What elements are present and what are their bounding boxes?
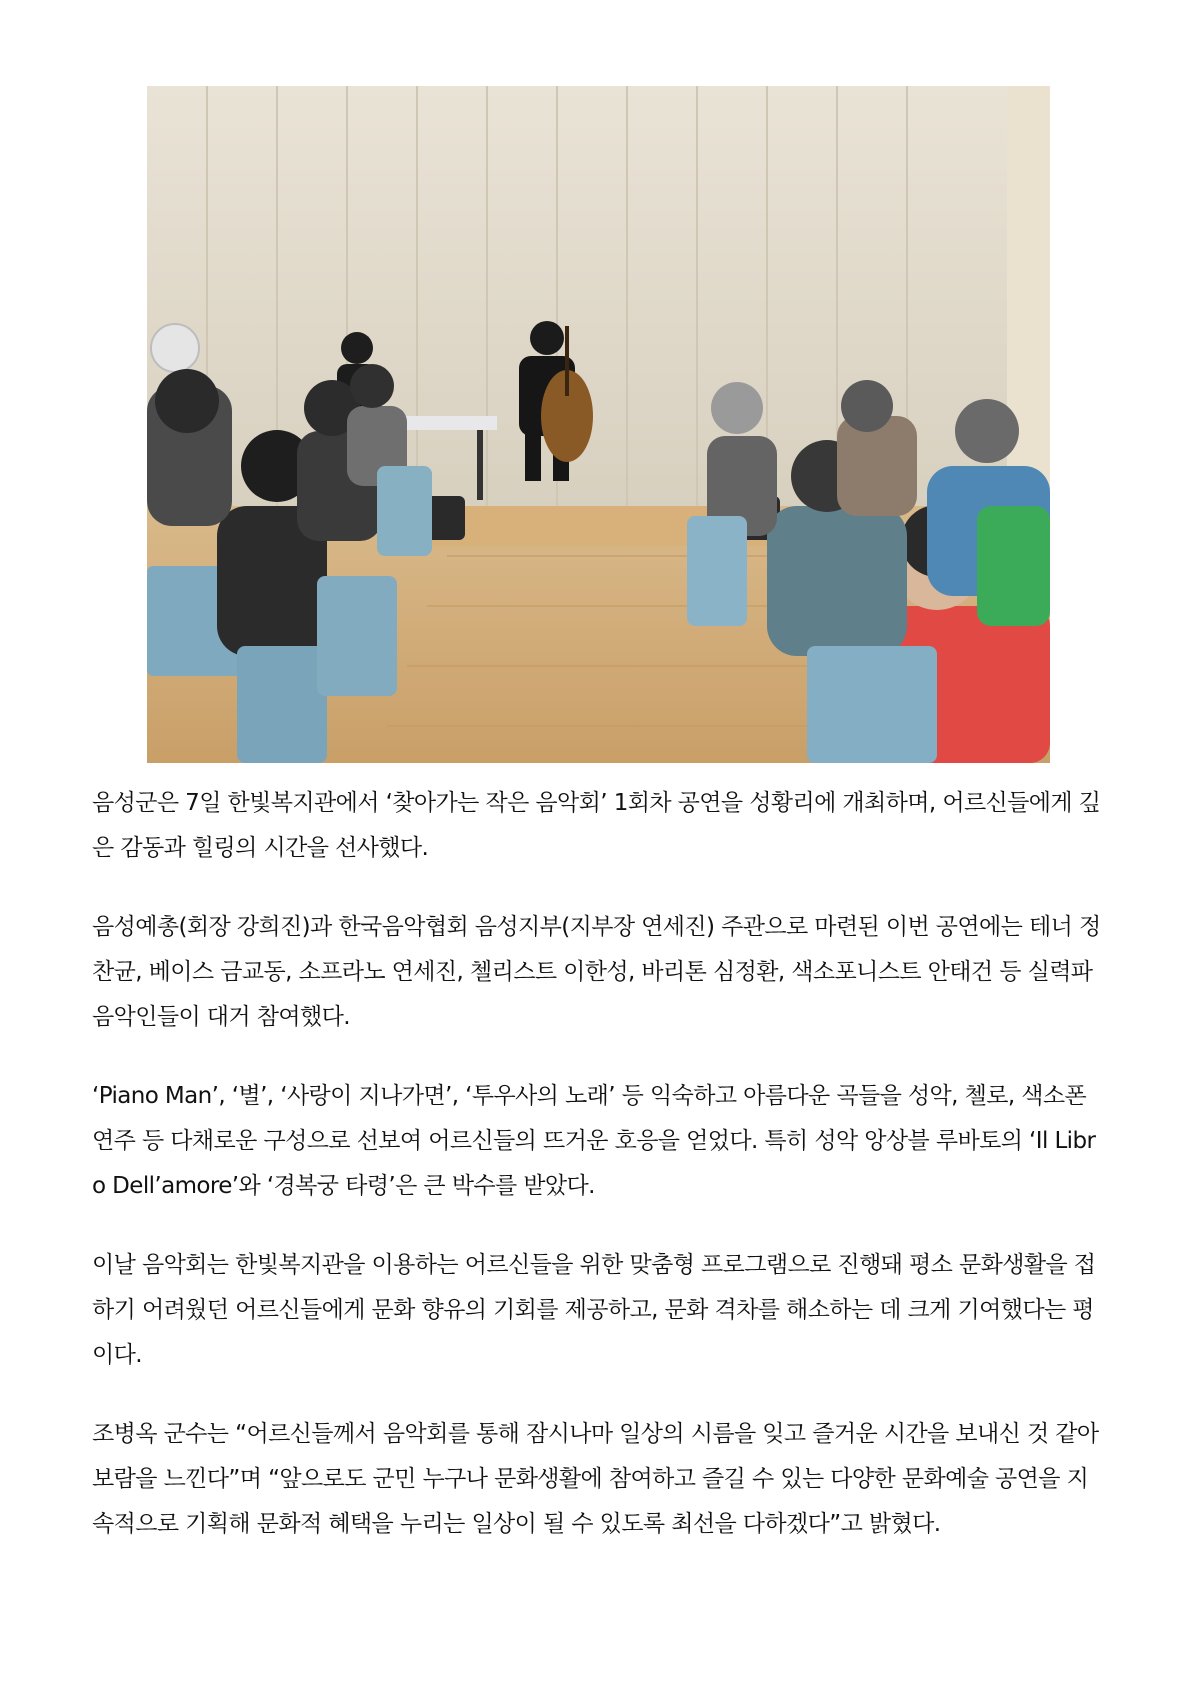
concert-photo <box>147 86 1050 763</box>
article-paragraph-3: ‘Piano Man’, ‘별’, ‘사랑이 지나가면’, ‘투우사의 노래’ 등 익숙하고 아름다운 곡들을 성악, 첼로, 색소폰 연주 등 다채로운 구성으로 선보여 어르신들의 뜨거운 호응을 얻었다. 특히 성악 앙상블 루바토의 ‘Il Libro Dell’amore’와 ‘경복궁 타령’은 큰 박수를 받았다. <box>92 1083 1096 1199</box>
article-paragraph-5: 조병옥 군수는 “어르신들께서 음악회를 통해 잠시나마 일상의 시름을 잊고 즐거운 시간을 보내신 것 같아 보람을 느낀다”며 “앞으로도 군민 누구나 문화생활에 참여하고 즐길 수 있는 다양한 문화예술 공연을 지속적으로 기획해 문화적 혜택을 누리는 일상이 될 수 있도록 최선을 다하겠다”고 밝혔다. <box>92 1421 1099 1537</box>
article-paragraph-4: 이날 음악회는 한빛복지관을 이용하는 어르신들을 위한 맞춤형 프로그램으로 진행돼 평소 문화생활을 접하기 어려웠던 어르신들에게 문화 향유의 기회를 제공하고, 문화 격차를 해소하는 데 크게 기여했다는 평이다. <box>92 1252 1096 1368</box>
article-paragraph-1: 음성군은 7일 한빛복지관에서 ‘찾아가는 작은 음악회’ 1회차 공연을 성황리에 개최하며, 어르신들에게 깊은 감동과 힐링의 시간을 선사했다. <box>92 790 1101 861</box>
article-body <box>92 781 1102 1581</box>
concert-photo-illustration <box>147 86 1050 763</box>
article-paragraph-2: 음성예총(회장 강희진)과 한국음악협회 음성지부(지부장 연세진) 주관으로 마련된 이번 공연에는 테너 정찬균, 베이스 금교동, 소프라노 연세진, 첼리스트 이한성, 바리톤 심정환, 색소포니스트 안태건 등 실력파 음악인들이 대거 참여했다. <box>92 914 1101 1030</box>
